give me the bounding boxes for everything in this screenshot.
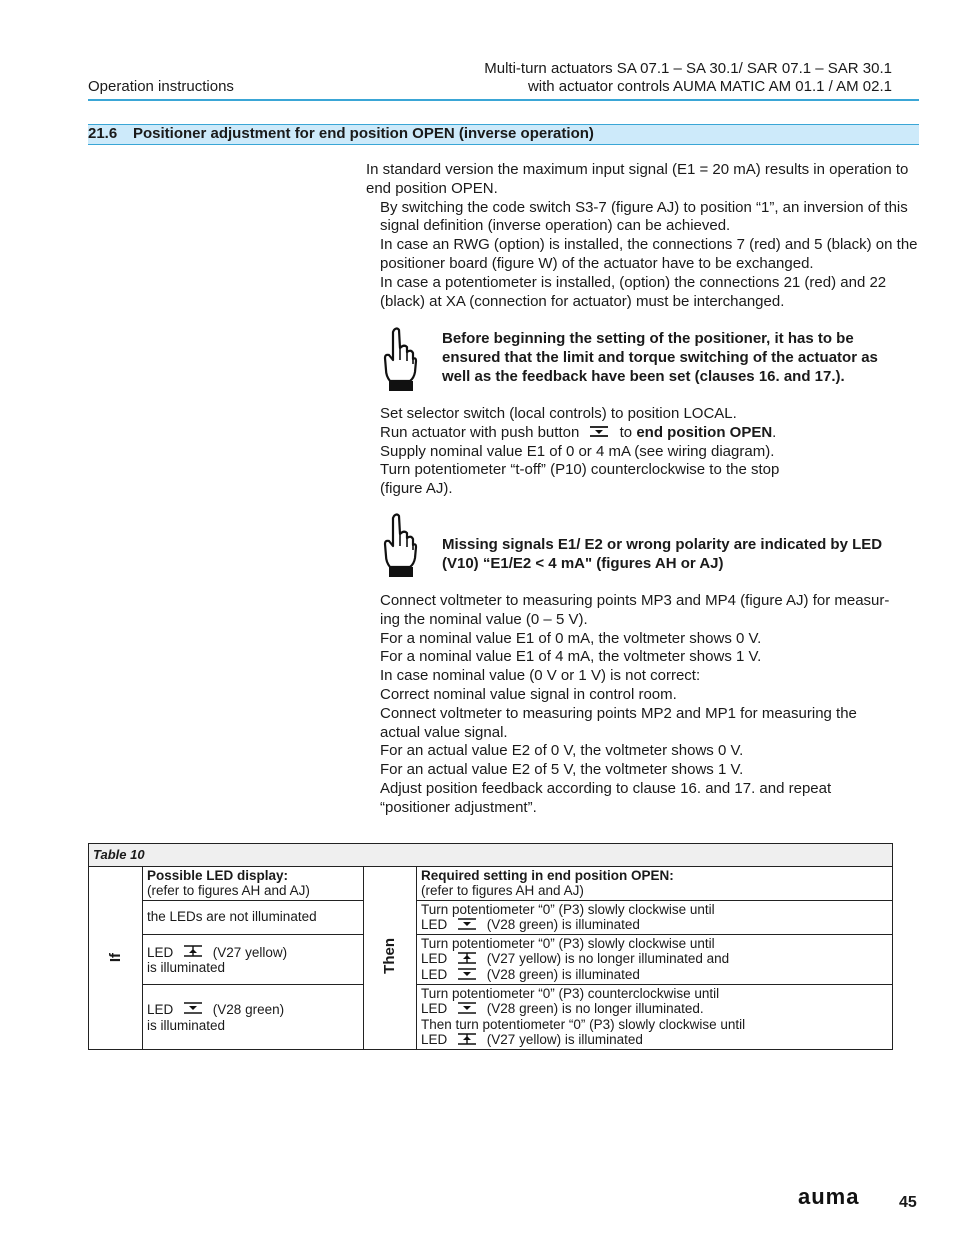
intro-p2: By switching the code switch S3-7 (figure AJ) to position “1”, an inversion of this signal definition (inverse operation) can be achieved. bbox=[380, 198, 908, 235]
intro-p3: In case an RWG (option) is installed, the connections 7 (red) and 5 (black) on the positioner board (figure W) of the actuator have to be exchanged. bbox=[380, 236, 918, 272]
row1-r1: Turn potentiometer “0” (P3) slowly clockwise until bbox=[421, 901, 715, 917]
steps2-line: actual value signal. bbox=[380, 723, 508, 741]
row2-r3-text: (V28 green) is illuminated bbox=[486, 966, 640, 982]
led-close-icon bbox=[183, 943, 203, 959]
head-right-title: Required setting in end position OPEN: bbox=[421, 867, 674, 883]
row3-left-a: (V28 green) bbox=[212, 1002, 285, 1017]
steps2-line: For an actual value E2 of 5 V, the voltmeter shows 1 V. bbox=[380, 761, 744, 779]
steps2-line: Correct nominal value signal in control room. bbox=[380, 685, 677, 703]
steps2-line: For a nominal value E1 of 4 mA, the voltmeter shows 1 V. bbox=[380, 648, 762, 666]
steps2-line: ing the nominal value (0 – 5 V). bbox=[380, 610, 588, 628]
steps2 bbox=[380, 592, 918, 818]
row3-left-b: is illuminated bbox=[147, 1017, 226, 1033]
if-label: If bbox=[106, 952, 124, 962]
push-button-open-icon bbox=[589, 424, 609, 439]
table-header-row bbox=[89, 866, 893, 900]
row2-r3-led: LED bbox=[421, 966, 448, 982]
row1-led: LED bbox=[421, 917, 448, 932]
steps2-line: For an actual value E2 of 0 V, the voltmeter shows 0 V. bbox=[380, 742, 744, 760]
head-left bbox=[143, 866, 364, 900]
step-turn-a: Turn potentiometer “t-off” (P10) counterclockwise to the stop bbox=[380, 461, 780, 479]
head-left-title: Possible LED display: bbox=[147, 867, 289, 883]
row2-left-a: (V27 yellow) bbox=[212, 944, 288, 960]
then-label: Then bbox=[381, 937, 399, 974]
intro-block bbox=[366, 161, 918, 311]
auma-logo bbox=[798, 1188, 872, 1208]
row2-r2-led: LED bbox=[421, 951, 448, 966]
table-row bbox=[89, 900, 893, 934]
row1-r2-text: (V28 green) is illuminated bbox=[486, 917, 640, 932]
section-title: Positioner adjustment for end position OPEN (inverse operation) bbox=[133, 125, 594, 142]
note1-line2: ensured that the limit and torque switching of the actuator as bbox=[442, 348, 878, 366]
steps2-line: In case nominal value (0 V or 1 V) is not correct: bbox=[380, 667, 701, 685]
page-number: 45 bbox=[899, 1194, 917, 1211]
led-close-icon bbox=[457, 951, 477, 965]
steps2-line: Connect voltmeter to measuring points MP2 and MP1 for measuring the bbox=[380, 704, 857, 722]
row3-r4 bbox=[421, 1032, 888, 1048]
header-left: Operation instructions bbox=[88, 78, 234, 95]
led-open-icon bbox=[457, 917, 477, 931]
row1-r2 bbox=[421, 917, 888, 933]
note1-line3: well as the feedback have been set (clauses 16. and 17.). bbox=[442, 367, 845, 385]
row2-r1: Turn potentiometer “0” (P3) slowly clockwise until bbox=[421, 935, 715, 951]
pointing-hand-icon bbox=[380, 512, 418, 580]
intro-p1: In standard version the maximum input signal (E1 = 20 mA) results in operation to end position OPEN. bbox=[366, 161, 909, 197]
row2-left-b: is illuminated bbox=[147, 960, 226, 975]
step-run-target: end position OPEN bbox=[636, 423, 773, 441]
steps2-line: For a nominal value E1 of 0 mA, the voltmeter shows 0 V. bbox=[380, 629, 762, 647]
row2-r2 bbox=[421, 951, 888, 967]
note1 bbox=[442, 330, 878, 386]
row3-r2 bbox=[421, 1001, 888, 1017]
section-number: 21.6 bbox=[88, 125, 118, 142]
row2-r3 bbox=[421, 967, 888, 983]
row3-r4-led: LED bbox=[421, 1032, 448, 1047]
row2-right bbox=[417, 934, 893, 984]
head-right bbox=[417, 866, 893, 900]
row3-r2-led: LED bbox=[421, 1001, 448, 1016]
row3-right bbox=[417, 984, 893, 1049]
led-open-icon bbox=[457, 1001, 477, 1015]
row3-r1: Turn potentiometer “0” (P3) counterclockwise until bbox=[421, 985, 720, 1001]
if-cell bbox=[89, 866, 143, 1049]
header-right-line1: Multi-turn actuators SA 07.1 – SA 30.1/ SAR 07.1 – SAR 30.1 bbox=[484, 60, 892, 77]
row3-left bbox=[143, 984, 364, 1049]
steps2-line: Connect voltmeter to measuring points MP3 and MP4 (figure AJ) for measur- bbox=[380, 592, 890, 609]
steps1 bbox=[380, 405, 918, 499]
note1-line1: Before beginning the setting of the positioner, it has to be bbox=[442, 330, 854, 347]
row3-led: LED bbox=[147, 1002, 174, 1017]
note2-line1: Missing signals E1/ E2 or wrong polarity are indicated by LED bbox=[442, 536, 883, 553]
header-rule bbox=[88, 99, 919, 101]
led-close-icon bbox=[457, 1032, 477, 1046]
section-heading bbox=[88, 125, 594, 143]
step-turn-b: (figure AJ). bbox=[380, 480, 453, 498]
table-caption: Table 10 bbox=[89, 844, 893, 867]
row2-left bbox=[143, 934, 364, 984]
led-open-icon bbox=[457, 967, 477, 981]
table-10 bbox=[88, 843, 893, 1050]
step-selector: Set selector switch (local controls) to position LOCAL. bbox=[380, 405, 737, 422]
step-run-mid: to bbox=[619, 423, 633, 441]
table-row bbox=[89, 984, 893, 1049]
step-run-pre: Run actuator with push button bbox=[380, 423, 580, 441]
led-open-icon bbox=[183, 1000, 203, 1016]
step-run-end: . bbox=[772, 423, 777, 441]
header-right-line2: with actuator controls AUMA MATIC AM 01.1 / AM 02.1 bbox=[527, 78, 892, 95]
pointing-hand-icon bbox=[380, 326, 418, 394]
row1-right bbox=[417, 900, 893, 934]
steps2-line: “positioner adjustment”. bbox=[380, 798, 537, 816]
row3-r3: Then turn potentiometer “0” (P3) slowly clockwise until bbox=[421, 1016, 746, 1032]
row2-led: LED bbox=[147, 944, 174, 960]
svg-text:auma: auma bbox=[798, 1188, 860, 1208]
head-right-sub: (refer to figures AH and AJ) bbox=[421, 883, 584, 898]
intro-p4: In case a potentiometer is installed, (option) the connections 21 (red) and 22 (black) at XA (connection for actuator) must be interchanged. bbox=[380, 273, 887, 310]
table-row bbox=[89, 934, 893, 984]
row1-left: the LEDs are not illuminated bbox=[143, 900, 364, 934]
row3-r4-text: (V27 yellow) is illuminated bbox=[486, 1032, 643, 1047]
note2 bbox=[442, 536, 882, 574]
step-supply: Supply nominal value E1 of 0 or 4 mA (see wiring diagram). bbox=[380, 442, 775, 460]
steps2-line: Adjust position feedback according to clause 16. and 17. and repeat bbox=[380, 779, 832, 797]
row3-r2-text: (V28 green) is no longer illuminated. bbox=[486, 1001, 704, 1016]
header-right bbox=[484, 60, 892, 96]
note2-line2: (V10) “E1/E2 < 4 mA" (figures AH or AJ) bbox=[442, 554, 724, 572]
then-cell bbox=[364, 866, 417, 1049]
row2-r2-text: (V27 yellow) is no longer illuminated and bbox=[486, 951, 730, 966]
step-run-actuator bbox=[380, 424, 918, 443]
head-left-sub: (refer to figures AH and AJ) bbox=[147, 883, 310, 898]
